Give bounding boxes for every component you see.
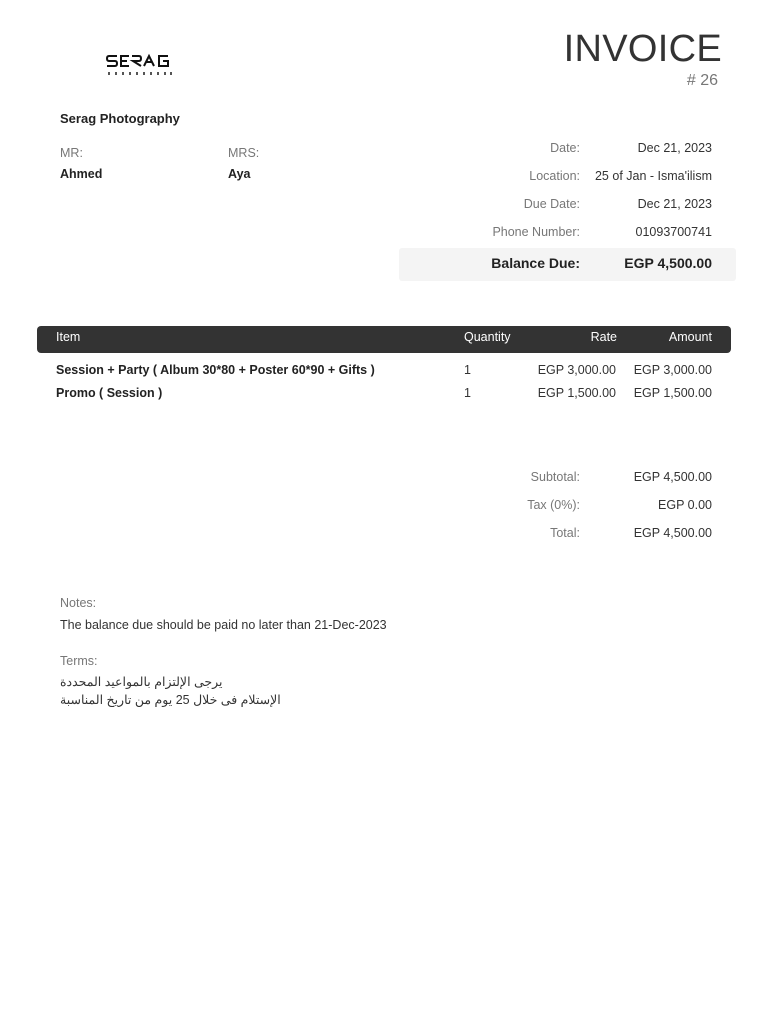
items-table-header (37, 326, 731, 353)
balance-due-label: Balance Due: (491, 255, 580, 271)
tax-label: Tax (0%): (527, 498, 580, 512)
row-amount: EGP 1,500.00 (633, 386, 712, 400)
invoice-number: # 26 (686, 72, 718, 89)
column-header-quantity: Quantity (464, 330, 511, 344)
notes-text: The balance due should be paid no later than 21-Dec-2023 (60, 618, 387, 632)
total-value: EGP 4,500.00 (633, 526, 712, 540)
terms-label: Terms: (60, 654, 98, 668)
row-item: Session + Party ( Album 30*80 + Poster 60*90 + Gifts ) (56, 363, 375, 377)
invoice-title: INVOICE (563, 28, 722, 70)
serag-logo-mark (104, 50, 176, 82)
row-quantity: 1 (464, 386, 471, 400)
location-value: 25 of Jan - Isma'ilism (594, 169, 712, 183)
company-name: Serag Photography (60, 111, 180, 126)
column-header-amount: Amount (668, 330, 712, 344)
subtotal-label: Subtotal: (530, 470, 580, 484)
row-quantity: 1 (464, 363, 471, 377)
subtotal-value: EGP 4,500.00 (633, 470, 712, 484)
balance-due-value: EGP 4,500.00 (624, 255, 712, 271)
due-date-value: Dec 21, 2023 (637, 197, 712, 211)
party-label-mr: MR: (60, 146, 83, 160)
party-label-mrs: MRS: (228, 146, 260, 160)
terms-line: يرجى الإلتزام بالمواعيد المحددة (60, 675, 223, 689)
column-header-item: Item (56, 330, 81, 344)
tax-value: EGP 0.00 (658, 498, 712, 512)
phone-label: Phone Number: (492, 225, 580, 239)
terms-line: الإستلام فى خلال 25 يوم من تاريخ المناسبة (60, 693, 281, 707)
notes-label: Notes: (60, 596, 97, 610)
row-item: Promo ( Session ) (56, 386, 163, 400)
party-name-mrs: Aya (228, 167, 251, 181)
location-label: Location: (529, 169, 580, 183)
row-amount: EGP 3,000.00 (633, 363, 712, 377)
row-rate: EGP 1,500.00 (537, 386, 616, 400)
date-label: Date: (550, 141, 580, 155)
due-date-label: Due Date: (523, 197, 580, 211)
total-label: Total: (550, 526, 580, 540)
party-name-mr: Ahmed (60, 167, 103, 181)
date-value: Dec 21, 2023 (637, 141, 712, 155)
company-logo (104, 50, 176, 82)
phone-value: 01093700741 (635, 225, 712, 239)
row-rate: EGP 3,000.00 (537, 363, 616, 377)
column-header-rate: Rate (590, 330, 617, 344)
